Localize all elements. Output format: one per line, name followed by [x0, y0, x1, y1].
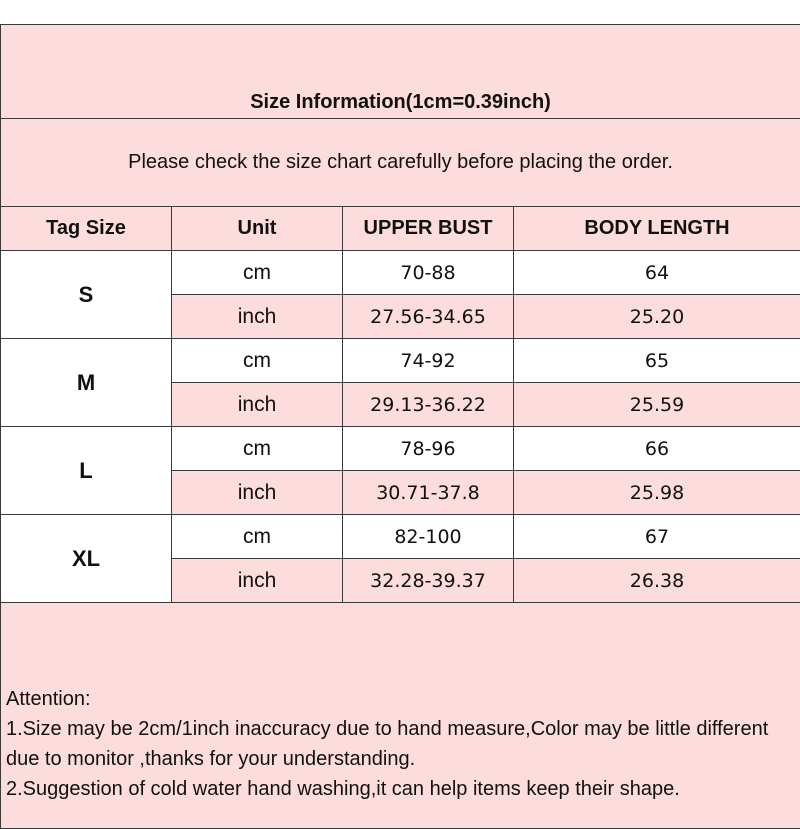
attention-row: [1, 603, 800, 829]
unit-cell: inch: [172, 559, 343, 603]
body-length-cell: 25.98: [514, 471, 800, 515]
size-label: L: [1, 427, 172, 515]
unit-cell: inch: [172, 471, 343, 515]
body-length-cell: 25.20: [514, 295, 800, 339]
body-length-cell: 64: [514, 251, 800, 295]
upper-bust-cell: 74-92: [343, 339, 514, 383]
unit-cell: cm: [172, 427, 343, 471]
size-label: XL: [1, 515, 172, 603]
body-length-cell: 25.59: [514, 383, 800, 427]
upper-bust-cell: 82-100: [343, 515, 514, 559]
size-chart-notice: Please check the size chart carefully before placing the order.: [1, 119, 800, 207]
body-length-cell: 67: [514, 515, 800, 559]
upper-bust-cell: 30.71-37.8: [343, 471, 514, 515]
size-info-title: Size Information(1cm=0.39inch): [250, 91, 551, 113]
attention-notes: [1, 603, 800, 829]
unit-cell: inch: [172, 295, 343, 339]
header-body-length: BODY LENGTH: [514, 207, 800, 251]
size-table: [0, 24, 800, 829]
unit-cell: cm: [172, 251, 343, 295]
body-length-cell: 65: [514, 339, 800, 383]
header-unit: Unit: [172, 207, 343, 251]
attention-note-1: 1.Size may be 2cm/1inch inaccuracy due to hand measure,Color may be little different due to monitor ,thanks for your understanding.: [6, 714, 800, 774]
header-upper-bust: UPPER BUST: [343, 207, 514, 251]
upper-bust-cell: 29.13-36.22: [343, 383, 514, 427]
body-length-cell: 66: [514, 427, 800, 471]
table-row: [1, 427, 800, 471]
title-row: [1, 25, 800, 119]
subtitle-row: [1, 119, 800, 207]
upper-bust-cell: 32.28-39.37: [343, 559, 514, 603]
upper-bust-cell: 78-96: [343, 427, 514, 471]
upper-bust-cell: 27.56-34.65: [343, 295, 514, 339]
title-cell: [1, 25, 800, 119]
header-row: [1, 207, 800, 251]
unit-cell: cm: [172, 339, 343, 383]
size-label: M: [1, 339, 172, 427]
table-row: [1, 251, 800, 295]
table-row: [1, 339, 800, 383]
attention-heading: Attention:: [6, 684, 800, 714]
size-label: S: [1, 251, 172, 339]
upper-bust-cell: 70-88: [343, 251, 514, 295]
table-row: [1, 515, 800, 559]
attention-note-2: 2.Suggestion of cold water hand washing,it can help items keep their shape.: [6, 774, 800, 804]
body-length-cell: 26.38: [514, 559, 800, 603]
unit-cell: cm: [172, 515, 343, 559]
unit-cell: inch: [172, 383, 343, 427]
header-tag-size: Tag Size: [1, 207, 172, 251]
